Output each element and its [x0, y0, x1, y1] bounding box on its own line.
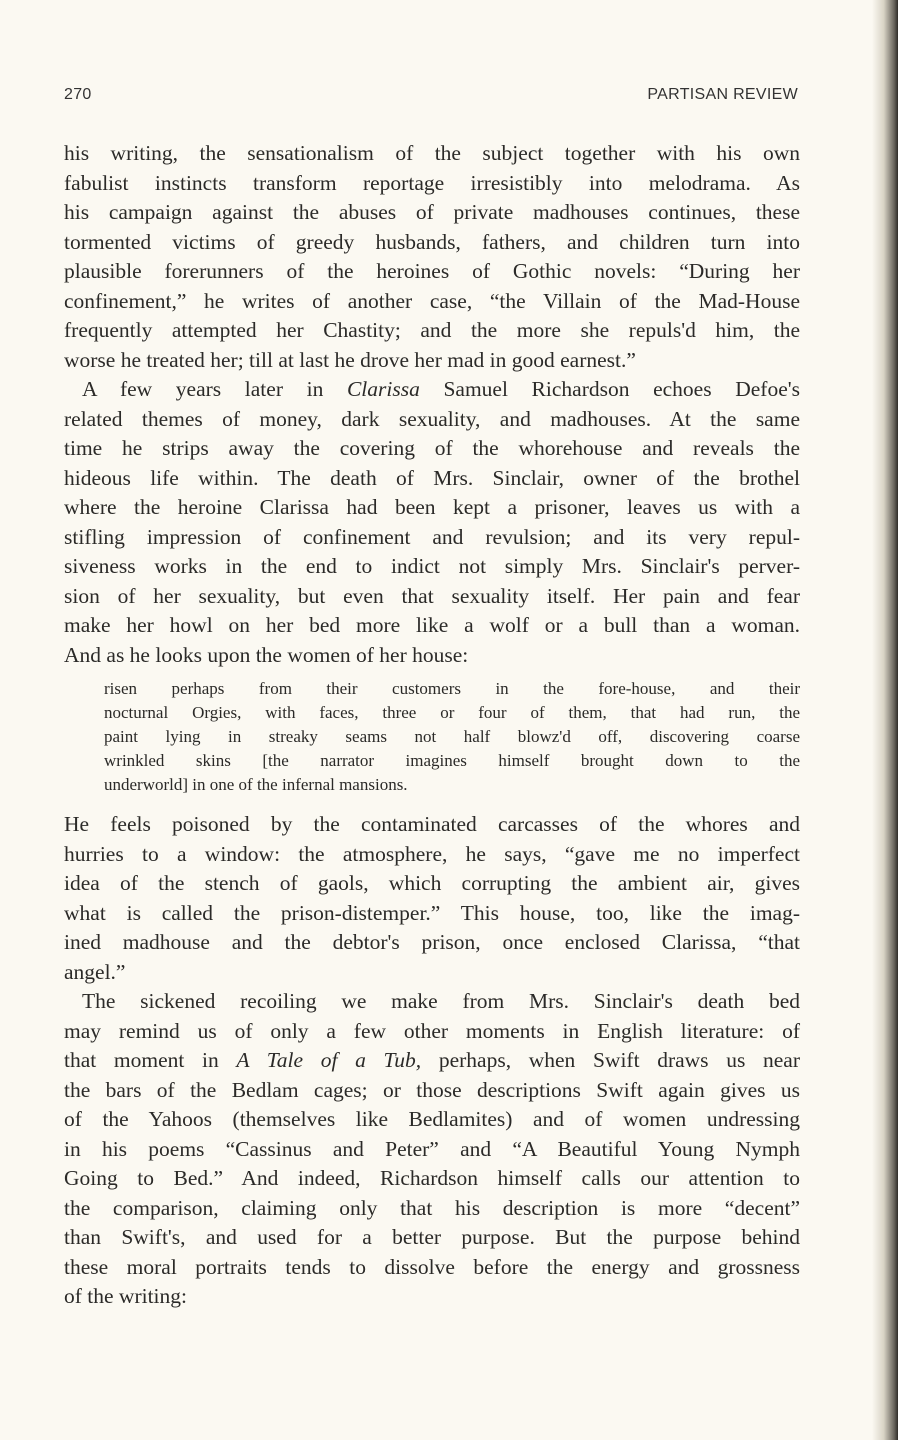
paragraph-4 [64, 987, 800, 1312]
text-line: the comparison, claiming only that his description is more “decent” [64, 1195, 800, 1220]
text-line: fabulist instincts transform reportage irresistibly into melodrama. As [64, 170, 800, 195]
page-number: 270 [64, 86, 92, 103]
text-line: ined madhouse and the debtor's prison, once enclosed Clarissa, “that [64, 930, 800, 954]
text-line: tormented victims of greedy husbands, fathers, and children turn into [64, 229, 800, 254]
text-line: stifling impression of confinement and revulsion; and its very repul- [64, 524, 800, 549]
text-line: frequently attempted her Chastity; and the more she repuls'd him, the [64, 318, 800, 342]
text-line: related themes of money, dark sexuality, and madhouses. At the same [64, 406, 800, 431]
text-line: hurries to a window: the atmosphere, he says, “gave me no imperfect [64, 841, 800, 866]
text-line: paint lying in streaky seams not half blowz'd off, discovering coarse [104, 727, 800, 746]
italic-title: A Tale of a Tub, [236, 1048, 422, 1072]
running-title: PARTISAN REVIEW [647, 86, 798, 103]
text-line: Going to Bed.” And indeed, Richardson himself calls our attention to [64, 1166, 800, 1190]
text-line: confinement,” he writes of another case, “the Villain of the Mad-House [64, 288, 800, 313]
paragraph-3 [64, 810, 800, 987]
italic-title: Clarissa [346, 377, 420, 401]
text-line: time he strips away the covering of the whorehouse and reveals the [64, 436, 800, 460]
text-line: The sickened recoiling we make from Mrs. Sinclair's death bed [82, 989, 800, 1013]
text-line: than Swift's, and used for a better purpose. But the purpose behind [64, 1225, 800, 1249]
text-line: that moment in A Tale of a Tub, perhaps, when Swift draws us near [64, 1048, 800, 1072]
text-line: in his poems “Cassinus and Peter” and “A Beautiful Young Nymph [64, 1136, 800, 1161]
text-line: underworld] in one of the infernal mansions. [104, 775, 408, 794]
text-line: idea of the stench of gaols, which corrupting the ambient air, gives [64, 871, 800, 895]
page-edge-shadow [872, 0, 898, 1440]
text-line: make her howl on her bed more like a wolf or a bull than a woman. [64, 613, 800, 637]
paragraph-2 [64, 375, 800, 670]
text-line: hideous life within. The death of Mrs. Sinclair, owner of the brothel [64, 465, 800, 490]
text-line: where the heroine Clarissa had been kept a prisoner, leaves us with a [64, 495, 800, 519]
text-line: may remind us of only a few other moments in English literature: of [64, 1018, 800, 1043]
text-line: nocturnal Orgies, with faces, three or four of them, that had run, the [104, 703, 800, 722]
text-line: plausible forerunners of the heroines of Gothic novels: “During her [64, 259, 800, 283]
text-line: siveness works in the end to indict not simply Mrs. Sinclair's perver- [64, 554, 800, 578]
text-line: his campaign against the abuses of private madhouses continues, these [64, 200, 800, 224]
text-line: sion of her sexuality, but even that sexuality itself. Her pain and fear [64, 583, 800, 608]
text-line: what is called the prison-distemper.” This house, too, like the imag- [64, 900, 800, 925]
text-line: wrinkled skins [the narrator imagines himself brought down to the [104, 751, 800, 770]
paragraph-1 [64, 139, 800, 375]
text-line: A few years later in Clarissa Samuel Richardson echoes Defoe's [82, 377, 800, 401]
text-line: of the Yahoos (themselves like Bedlamites) and of women undressing [64, 1107, 800, 1131]
text-line: angel.” [64, 959, 126, 984]
text-line: his writing, the sensationalism of the subject together with his own [64, 141, 800, 165]
text-line: And as he looks upon the women of her house: [64, 642, 469, 667]
text-line: risen perhaps from their customers in the fore-house, and their [104, 679, 800, 698]
text-line: the bars of the Bedlam cages; or those descriptions Swift again gives us [64, 1077, 800, 1102]
text-line: these moral portraits tends to dissolve before the energy and grossness [64, 1254, 800, 1279]
text-line: worse he treated her; till at last he drove her mad in good earnest.” [64, 347, 636, 372]
text-line: He feels poisoned by the contaminated carcasses of the whores and [64, 812, 800, 836]
text-line: of the writing: [64, 1284, 188, 1308]
block-quote [104, 677, 800, 797]
